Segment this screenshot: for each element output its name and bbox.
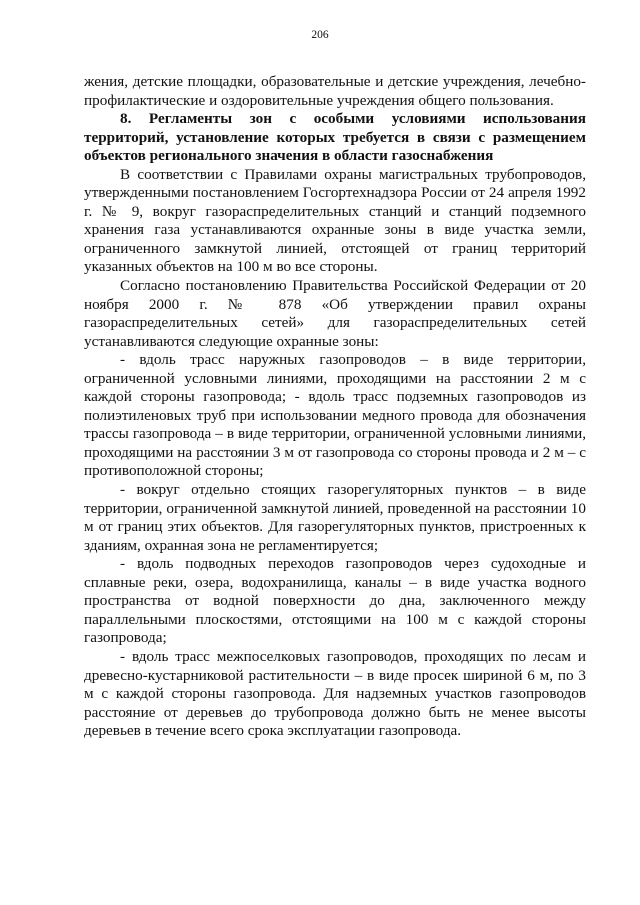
list-item-intersettlement-pipelines: - вдоль трасс межпоселковых газопроводов, проходящих по лесам и древесно-кустарниковой растительности – в виде просек шириной 6 м, по 3 м с каждой стороны газопровода. Для надземных участков газопроводов расстояние от деревьев до трубопровода должно быть не менее высоты деревьев в течение всего срока эксплуатации газопровода. [84, 647, 586, 740]
list-item-gas-regulator-points: - вокруг отдельно стоящих газорегуляторных пунктов – в виде территории, ограниченной замкнутой линией, проведенной на расстоянии 10 м от границ этих объектов. Для газорегуляторных пунктов, пристроенных к зданиям, охранная зона не регламентируется; [84, 481, 586, 554]
page-content [84, 73, 586, 741]
page-number: 206 [311, 29, 329, 41]
paragraph-pipelines-rules: В соответствии с Правилами охраны магистральных трубопроводов, утвержденными постановлением Госгортехнадзора России от 24 апреля 1992 г. № 9, вокруг газораспределительных станций и станций подземного хранения газа устанавливаются охранные зоны в виде участка земли, ограниченного замкнутой линией, отстоящей от границ территорий указанных объектов на 100 м во все стороны. [84, 165, 586, 276]
list-item-outdoor-pipelines: - вдоль трасс наружных газопроводов – в виде территории, ограниченной условными линиями, проходящими на расстоянии 2 м с каждой стороны газопровода; - вдоль трасс подземных газопроводов из полиэтиленовых труб при использовании медного провода для обозначения трассы газопровода – в виде территории, ограниченной условными линиями, проходящими на расстоянии 3 м от газопровода со стороны провода и 2 м – с противоположной стороны; [84, 351, 586, 480]
section-heading: 8. Регламенты зон с особыми условиями использования территорий, установление которых требуется в связи с размещением объектов регионального значения в области газоснабжения [84, 110, 586, 165]
paragraph-government-decree: Согласно постановлению Правительства Российской Федерации от 20 ноября 2000 г. № 878 «Об утверждении правил охраны газораспределительных сетей» для газораспределительных сетей устанавливаются следующие охранные зоны: [84, 277, 586, 350]
intro-paragraph: жения, детские площадки, образовательные и детские учреждения, лечебно-профилактические и оздоровительные учреждения общего пользования. [84, 73, 586, 109]
list-item-underwater-crossings: - вдоль подводных переходов газопроводов через судоходные и сплавные реки, озера, водохранилища, каналы – в виде участка водного пространства от водной поверхности до дна, заключенного между параллельными плоскостями, отстоящими на 100 м с каждой стороны газопровода; [84, 555, 586, 647]
